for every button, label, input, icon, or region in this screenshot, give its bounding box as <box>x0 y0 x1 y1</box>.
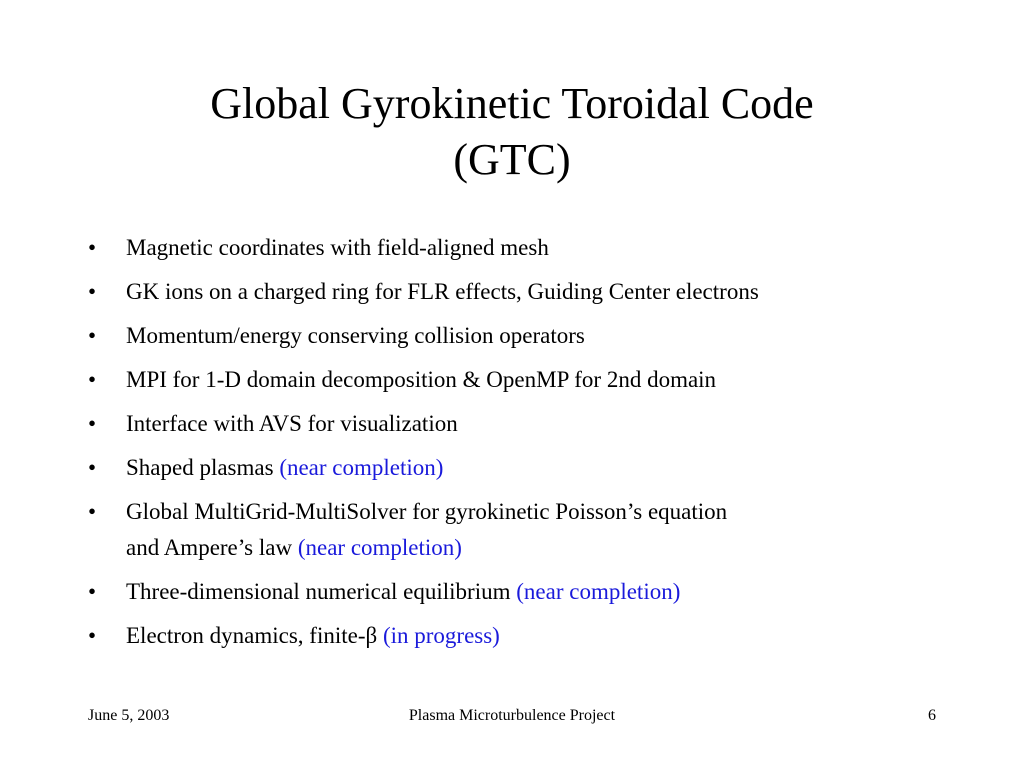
footer-project: Plasma Microturbulence Project <box>408 707 616 724</box>
bullet-text: Magnetic coordinates with field-aligned mesh <box>126 235 549 260</box>
bullet-list <box>0 230 1024 662</box>
bullet-item <box>0 494 926 566</box>
bullet-item <box>0 230 926 266</box>
bullet-text-continued: and Ampere’s law <box>126 535 298 560</box>
bullet-marker: • <box>88 323 97 348</box>
bullet-marker: • <box>88 367 97 392</box>
bullet-status-note: (near completion) <box>516 579 681 604</box>
bullet-marker: • <box>88 499 97 524</box>
bullet-item <box>0 574 926 610</box>
bullet-marker: • <box>88 579 97 604</box>
bullet-text: Interface with AVS for visualization <box>126 411 458 436</box>
bullet-marker: • <box>88 623 97 648</box>
bullet-status-note: (near completion) <box>297 535 462 560</box>
bullet-text: Momentum/energy conserving collision operators <box>126 323 585 348</box>
bullet-marker: • <box>88 279 97 304</box>
bullet-marker: • <box>88 411 97 436</box>
slide-title <box>112 76 912 188</box>
bullet-text: Three-dimensional numerical equilibrium <box>126 579 517 604</box>
bullet-status-note: (near completion) <box>279 455 444 480</box>
bullet-text: Shaped plasmas <box>126 455 280 480</box>
bullet-status-note: (in progress) <box>382 623 500 648</box>
footer-page-number: 6 <box>928 707 936 724</box>
title-line-1: Global Gyrokinetic Toroidal Code <box>210 79 814 128</box>
bullet-item <box>0 318 926 354</box>
bullet-text: Global MultiGrid-MultiSolver for gyrokinetic Poisson’s equation <box>126 499 728 524</box>
bullet-item <box>0 450 926 486</box>
bullet-text: MPI for 1-D domain decomposition & OpenMP for 2nd domain <box>126 367 717 392</box>
footer-date: June 5, 2003 <box>88 707 170 724</box>
bullet-item <box>0 362 926 398</box>
bullet-item <box>0 618 926 654</box>
title-line-2: (GTC) <box>453 135 571 184</box>
bullet-marker: • <box>88 235 97 260</box>
bullet-text: GK ions on a charged ring for FLR effects, Guiding Center electrons <box>126 279 759 304</box>
bullet-marker: • <box>88 455 97 480</box>
bullet-item <box>0 406 926 442</box>
bullet-text: Electron dynamics, finite-β <box>126 623 383 648</box>
bullet-item <box>0 274 926 310</box>
